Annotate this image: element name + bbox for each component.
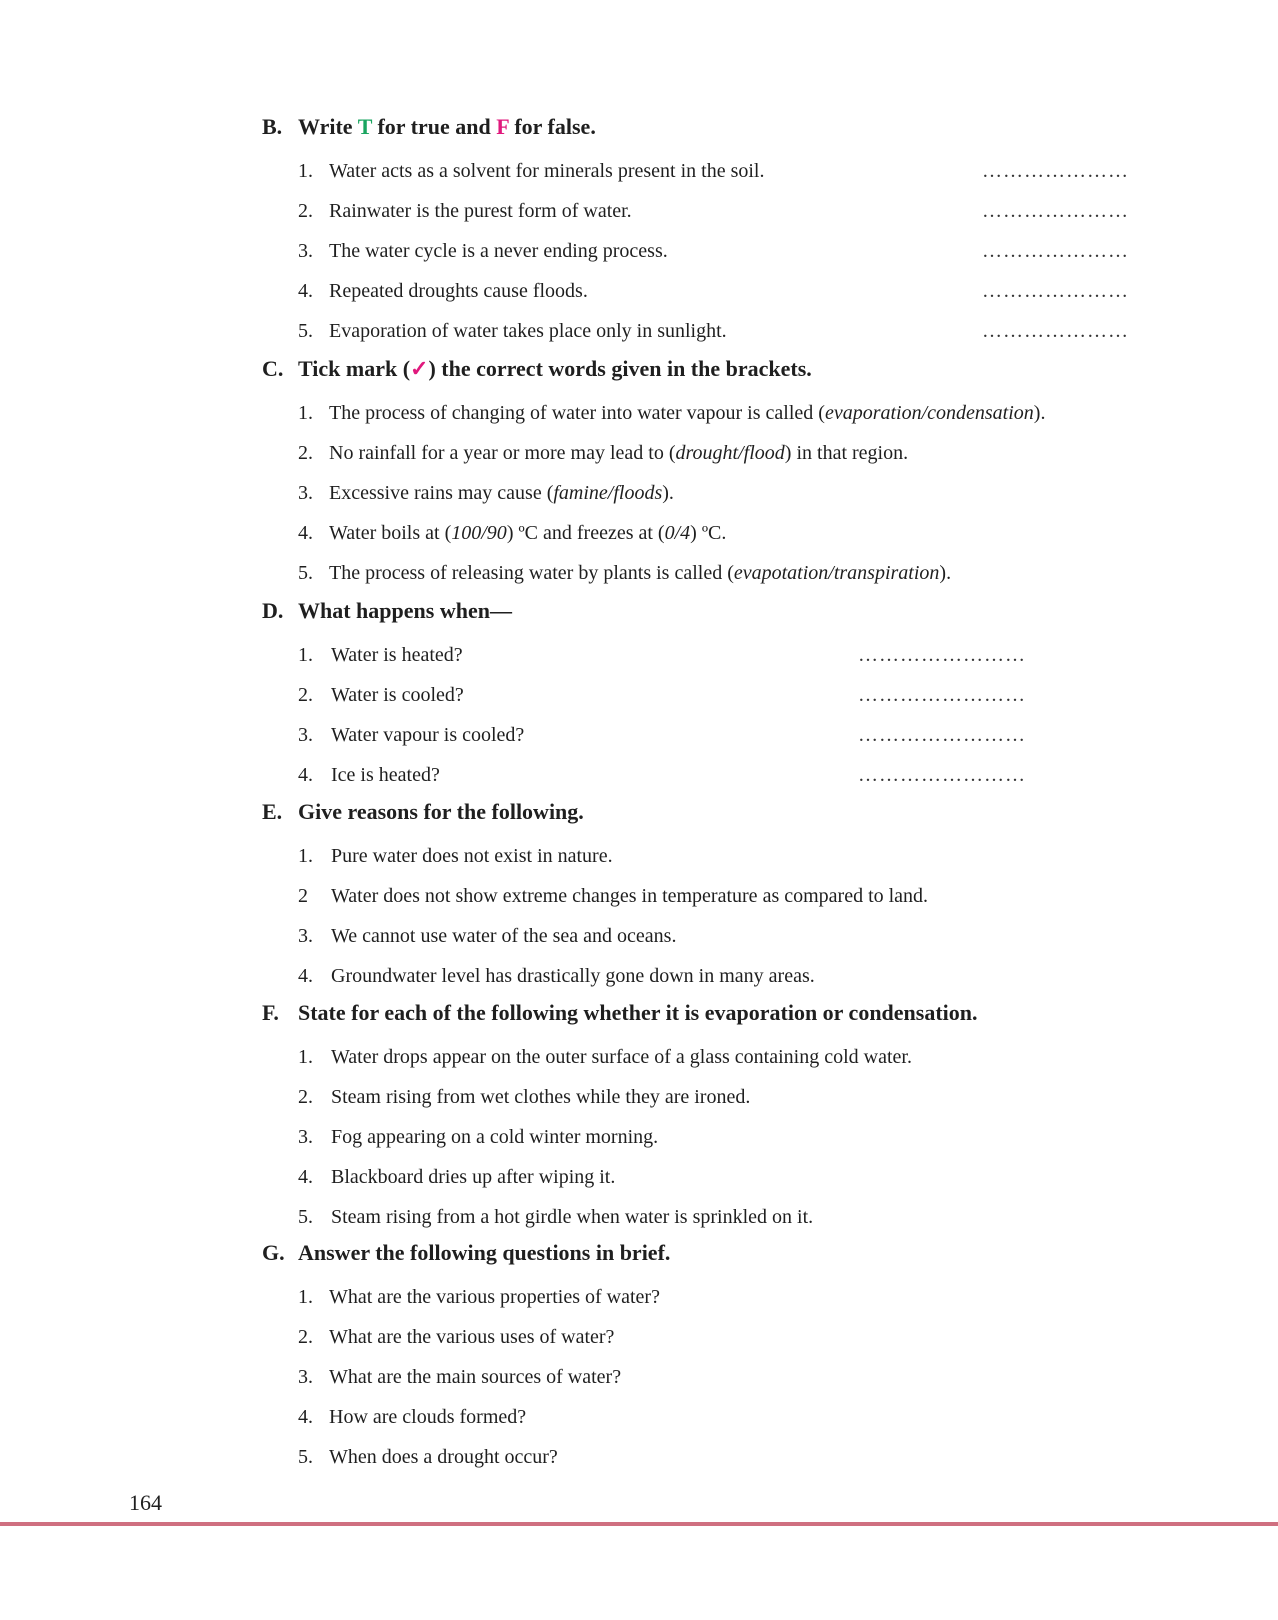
item-number: 1. xyxy=(298,845,313,867)
item-number: 2 xyxy=(298,885,308,907)
item-number: 4. xyxy=(298,1406,313,1428)
word-options: evaporation/condensation xyxy=(824,402,1034,424)
item-number: 4. xyxy=(298,280,313,302)
true-letter: T xyxy=(357,114,372,139)
list-item xyxy=(262,271,1162,311)
item-text xyxy=(329,473,674,513)
section-letter: C. xyxy=(262,356,284,381)
section-c-heading xyxy=(262,354,1162,384)
item-text xyxy=(329,393,1045,433)
item-number: 5. xyxy=(298,562,313,584)
item-number: 3. xyxy=(298,1366,313,1388)
item-number: 1. xyxy=(298,1046,313,1068)
list-item xyxy=(262,675,1162,715)
heading-text: Tick mark ( xyxy=(298,356,411,381)
section-g xyxy=(262,1238,1162,1477)
list-item xyxy=(262,1317,1162,1357)
item-text: Steam rising from a hot girdle when water is sprinkled on it. xyxy=(331,1206,814,1228)
answer-blank: …………………… xyxy=(858,764,1026,786)
item-text: What are the various uses of water? xyxy=(329,1326,615,1348)
answer-blank: ………………… xyxy=(982,160,1129,182)
text-part: ). xyxy=(662,482,674,504)
heading-text: Give reasons for the following. xyxy=(298,799,584,824)
answer-blank: …………………… xyxy=(858,684,1026,706)
item-number: 1. xyxy=(298,1286,313,1308)
list-item xyxy=(262,1357,1162,1397)
answer-blank: ………………… xyxy=(982,320,1129,342)
text-part: ). xyxy=(1033,402,1046,424)
item-text: Water is heated? xyxy=(331,644,463,666)
list-item xyxy=(262,1277,1162,1317)
heading-text: Write xyxy=(298,114,353,139)
heading-text: ) the correct words given in the brackets. xyxy=(428,356,812,381)
text-part: Water boils at ( xyxy=(329,522,452,544)
section-b-heading xyxy=(262,112,1162,142)
item-number: 1. xyxy=(298,160,313,182)
word-options: evapotation/transpiration xyxy=(733,562,940,584)
item-number: 4. xyxy=(298,1166,313,1188)
list-item xyxy=(262,1037,1162,1077)
item-text: Water acts as a solvent for minerals present in the soil. xyxy=(329,160,765,182)
item-number: 1. xyxy=(298,644,313,666)
item-number: 5. xyxy=(298,320,313,342)
section-letter: B. xyxy=(262,114,283,139)
item-text xyxy=(329,433,908,473)
section-e-heading xyxy=(262,797,1162,827)
heading-text: State for each of the following whether it is evaporation or condensation. xyxy=(298,1000,978,1025)
text-part: Excessive rains may cause ( xyxy=(329,482,554,504)
item-text: Steam rising from wet clothes while they are ironed. xyxy=(331,1086,751,1108)
word-options: 0/4 xyxy=(664,522,691,544)
item-number: 2. xyxy=(298,200,313,222)
item-number: 4. xyxy=(298,965,313,987)
list-item xyxy=(262,553,1162,593)
list-item xyxy=(262,231,1162,271)
list-item xyxy=(262,1197,1162,1237)
item-number: 3. xyxy=(298,240,313,262)
text-part: The process of releasing water by plants is called ( xyxy=(329,562,734,584)
text-part: The process of changing of water into water vapour is called ( xyxy=(329,402,825,424)
list-item xyxy=(262,1437,1162,1477)
item-text: Water vapour is cooled? xyxy=(331,724,525,746)
heading-text: Answer the following questions in brief. xyxy=(298,1240,671,1265)
item-text: How are clouds formed? xyxy=(329,1406,527,1428)
list-item xyxy=(262,755,1162,795)
item-number: 4. xyxy=(298,522,313,544)
list-item xyxy=(262,836,1162,876)
item-number: 3. xyxy=(298,1126,313,1148)
item-text: We cannot use water of the sea and oceans. xyxy=(331,925,677,947)
section-f-heading xyxy=(262,998,1162,1028)
text-part: ) ºC. xyxy=(690,522,727,544)
item-text: Water is cooled? xyxy=(331,684,464,706)
item-number: 4. xyxy=(298,764,313,786)
list-item xyxy=(262,1397,1162,1437)
heading-text: for false. xyxy=(514,114,596,139)
list-item xyxy=(262,635,1162,675)
section-letter: G. xyxy=(262,1240,285,1265)
list-item xyxy=(262,1157,1162,1197)
item-text: When does a drought occur? xyxy=(329,1446,558,1468)
item-number: 2. xyxy=(298,1326,313,1348)
item-text: Ice is heated? xyxy=(331,764,440,786)
list-item xyxy=(262,311,1162,351)
list-item xyxy=(262,876,1162,916)
item-text: The water cycle is a never ending process. xyxy=(329,240,668,262)
item-text: Rainwater is the purest form of water. xyxy=(329,200,632,222)
section-b xyxy=(262,112,1162,351)
list-item xyxy=(262,1117,1162,1157)
list-item xyxy=(262,513,1162,553)
item-text: What are the main sources of water? xyxy=(329,1366,622,1388)
item-text: Repeated droughts cause floods. xyxy=(329,280,588,302)
section-letter: F. xyxy=(262,1000,279,1025)
item-text xyxy=(329,513,726,553)
section-letter: E. xyxy=(262,799,283,824)
section-d xyxy=(262,596,1162,795)
word-options: famine/floods xyxy=(553,482,663,504)
item-text: Blackboard dries up after wiping it. xyxy=(331,1166,616,1188)
item-text: Fog appearing on a cold winter morning. xyxy=(331,1126,659,1148)
tick-icon: ✓ xyxy=(410,356,429,381)
item-number: 3. xyxy=(298,482,313,504)
item-number: 2. xyxy=(298,442,313,464)
item-number: 3. xyxy=(298,724,313,746)
section-g-heading xyxy=(262,1238,1162,1268)
word-options: 100/90 xyxy=(451,522,507,544)
list-item xyxy=(262,956,1162,996)
item-number: 2. xyxy=(298,684,313,706)
list-item xyxy=(262,191,1162,231)
footer-rule xyxy=(0,1522,1278,1526)
list-item xyxy=(262,393,1162,433)
text-part: ). xyxy=(939,562,952,584)
section-d-heading xyxy=(262,596,1162,626)
list-item xyxy=(262,433,1162,473)
section-e xyxy=(262,797,1162,996)
answer-blank: ………………… xyxy=(982,200,1129,222)
answer-blank: ………………… xyxy=(982,240,1129,262)
item-number: 1. xyxy=(298,402,313,424)
item-text: Groundwater level has drastically gone down in many areas. xyxy=(331,965,815,987)
section-c xyxy=(262,354,1162,593)
word-options: drought/flood xyxy=(675,442,785,464)
item-text: Pure water does not exist in nature. xyxy=(331,845,613,867)
text-part: ) in that region. xyxy=(784,442,909,464)
answer-blank: …………………… xyxy=(858,724,1026,746)
item-number: 5. xyxy=(298,1206,313,1228)
list-item xyxy=(262,1077,1162,1117)
item-text: What are the various properties of water? xyxy=(329,1286,660,1308)
false-letter: F xyxy=(496,114,509,139)
item-text: Evaporation of water takes place only in sunlight. xyxy=(329,320,727,342)
list-item xyxy=(262,151,1162,191)
list-item xyxy=(262,715,1162,755)
answer-blank: …………………… xyxy=(858,644,1026,666)
list-item xyxy=(262,916,1162,956)
section-letter: D. xyxy=(262,598,284,623)
list-item xyxy=(262,473,1162,513)
page-number: 164 xyxy=(129,1490,162,1515)
text-part: No rainfall for a year or more may lead to ( xyxy=(329,442,676,464)
item-text xyxy=(329,553,951,593)
answer-blank: ………………… xyxy=(982,280,1129,302)
heading-text: What happens when— xyxy=(298,598,512,623)
item-number: 5. xyxy=(298,1446,313,1468)
item-text: Water does not show extreme changes in temperature as compared to land. xyxy=(331,885,929,907)
item-number: 2. xyxy=(298,1086,313,1108)
item-number: 3. xyxy=(298,925,313,947)
heading-text: for true and xyxy=(377,114,491,139)
section-f xyxy=(262,998,1162,1237)
text-part: ) ºC and freezes at ( xyxy=(506,522,665,544)
item-text: Water drops appear on the outer surface of a glass containing cold water. xyxy=(331,1046,912,1068)
